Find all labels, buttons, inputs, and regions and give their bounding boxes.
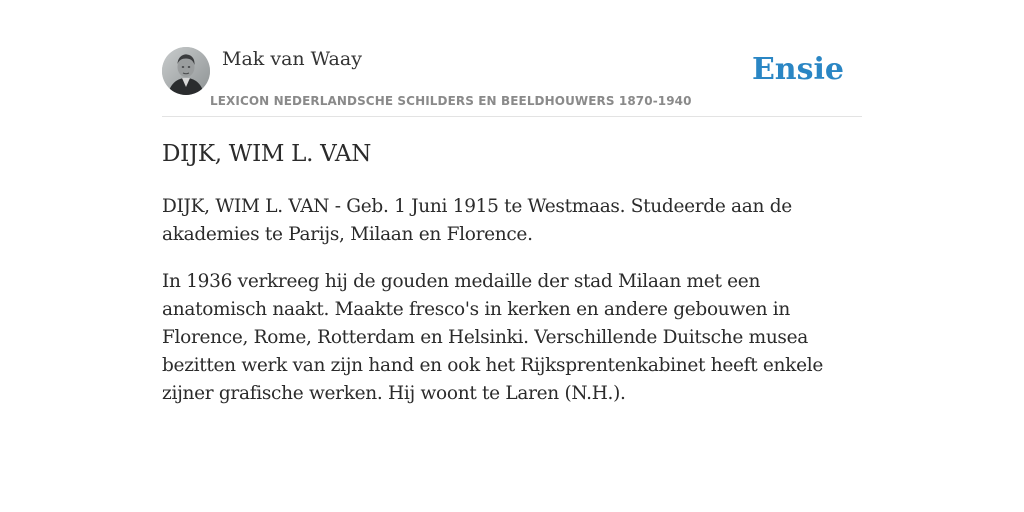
- article-title: DIJK, WIM L. VAN: [162, 141, 372, 167]
- source-lexicon-title[interactable]: LEXICON NEDERLANDSCHE SCHILDERS EN BEELDHOUWERS 1870-1940: [210, 94, 692, 108]
- author-name[interactable]: Mak van Waay: [222, 48, 362, 70]
- article-paragraph-2: In 1936 verkreeg hij de gouden medaille der stad Milaan met een anatomisch naakt. Maakte fresco's in kerken en andere gebouwen in Florence, Rome, Rotterdam en Helsinki. Verschillende Duitsche musea bezitten werk van zijn hand en ook het Rijksprentenkabinet heeft enkele zijner grafische werken. Hij woont te Laren (N.H.).: [162, 271, 823, 404]
- author-portrait-image: [162, 47, 210, 95]
- header: [162, 46, 862, 117]
- author-avatar[interactable]: [162, 47, 210, 95]
- article: [162, 136, 862, 408]
- article-paragraph-1: DIJK, WIM L. VAN - Geb. 1 Juni 1915 te Westmaas. Studeerde aan de akademies te Parijs, Milaan en Florence.: [162, 196, 792, 245]
- brand-logo[interactable]: Ensie: [751, 52, 844, 87]
